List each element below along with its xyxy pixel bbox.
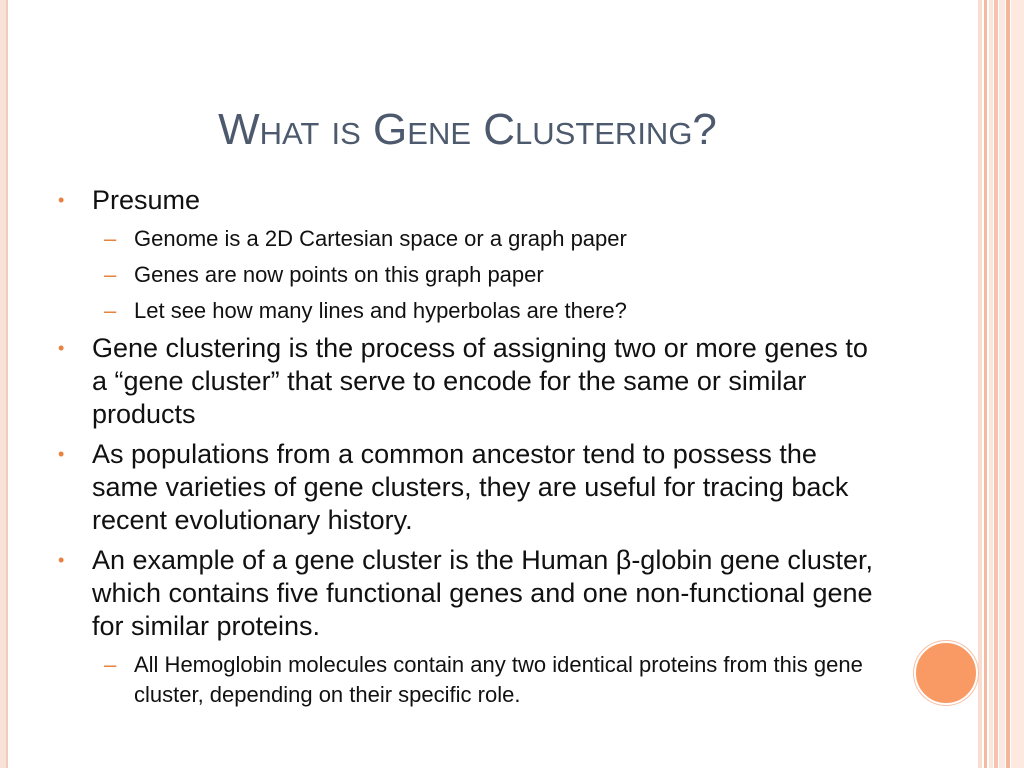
- sub-bullet-list: [58, 224, 878, 326]
- sub-bullet-item: [58, 296, 878, 326]
- bullet-icon: •: [58, 550, 65, 570]
- sub-bullet-list: [58, 650, 878, 710]
- bullet-icon: •: [58, 338, 65, 358]
- right-decor-stripe: [984, 0, 987, 768]
- bullet-item: [58, 332, 878, 431]
- bullet-list: [58, 184, 878, 716]
- sub-bullet-text: Genome is a 2D Cartesian space or a graph paper: [134, 226, 627, 251]
- bullet-icon: •: [58, 190, 65, 210]
- bullet-item: [58, 544, 878, 643]
- dash-icon: –: [104, 226, 117, 251]
- bullet-text: An example of a gene cluster is the Human β-globin gene cluster, which contains five functional genes and one non-functional gene for similar proteins.: [92, 545, 873, 641]
- sub-bullet-item: [58, 650, 878, 710]
- sub-bullet-text: Let see how many lines and hyperbolas are there?: [134, 298, 627, 323]
- sub-bullet-text: All Hemoglobin molecules contain any two identical proteins from this gene cluster, depending on their specific role.: [134, 652, 863, 707]
- right-decor-stripe: [1006, 0, 1010, 768]
- bullet-text: Presume: [92, 185, 201, 215]
- bullet-text: Gene clustering is the process of assigning two or more genes to a “gene cluster” that serve to encode for the same or similar products: [92, 333, 868, 429]
- bullet-icon: •: [58, 444, 65, 464]
- right-decor-stripe: [1011, 0, 1024, 768]
- right-decor-stripe: [978, 0, 982, 768]
- dash-icon: –: [104, 652, 117, 677]
- slide-title: What is Gene Clustering?: [218, 105, 717, 154]
- bullet-item: [58, 184, 878, 217]
- right-decor-stripe: [994, 0, 998, 768]
- bullet-text: As populations from a common ancestor tend to possess the same varieties of gene clusters, they are useful for tracing back recent evolutionary history.: [92, 439, 849, 535]
- right-decor-stripe: [989, 0, 993, 768]
- dash-icon: –: [104, 262, 117, 287]
- dash-icon: –: [104, 298, 117, 323]
- sub-bullet-text: Genes are now points on this graph paper: [134, 262, 544, 287]
- sub-bullet-item: [58, 260, 878, 290]
- sub-bullet-item: [58, 224, 878, 254]
- decorative-circle: [914, 641, 978, 705]
- bullet-item: [58, 438, 878, 537]
- right-decor-stripe: [999, 0, 1005, 768]
